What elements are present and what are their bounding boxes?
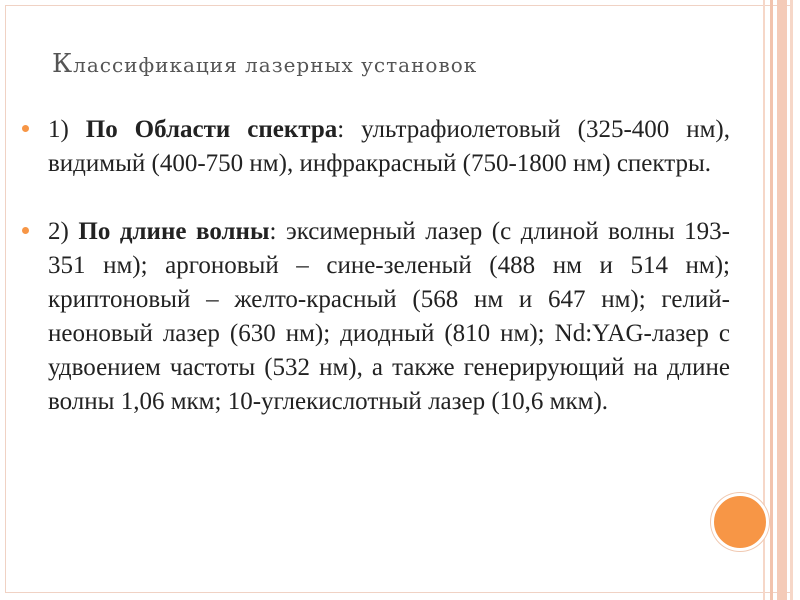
item-text: : эксимерный лазер (с длиной волны 193-351 нм); аргоновый – сине-зеленый (488 нм и 514 нм); криптоновый – желто-красный (568 нм и 647 нм); гелий-неоновый лазер (630 нм); диодный (810 нм); Nd:YAG-лазер с удвоением частоты (532 нм), а также генерирующий на длине волны 1,06 мкм; 10-углекислотный лазер (10,6 мкм). (48, 218, 730, 415)
bullet-dot-icon (22, 227, 29, 234)
slide-content (20, 113, 730, 419)
item-label: По длине волны (78, 218, 270, 245)
decorative-stripe (777, 0, 787, 600)
orange-circle-icon (711, 493, 769, 551)
title-rest: лассификация лазерных установок (73, 53, 478, 77)
list-item (20, 113, 730, 181)
bullet-dot-icon (22, 125, 29, 132)
slide-title (52, 49, 702, 79)
item-prefix: 2) (48, 218, 79, 245)
title-first-letter: К (52, 49, 74, 79)
list-item (20, 215, 730, 419)
decorative-stripe (770, 0, 773, 600)
item-label: По Области спектра (85, 116, 338, 143)
item-text: : ультрафиолетовый (325-400 нм), видимый (400-750 нм), инфракрасный (750-1800 нм) спектры. (48, 116, 731, 177)
decorative-stripe (790, 0, 793, 600)
item-prefix: 1) (48, 116, 86, 143)
